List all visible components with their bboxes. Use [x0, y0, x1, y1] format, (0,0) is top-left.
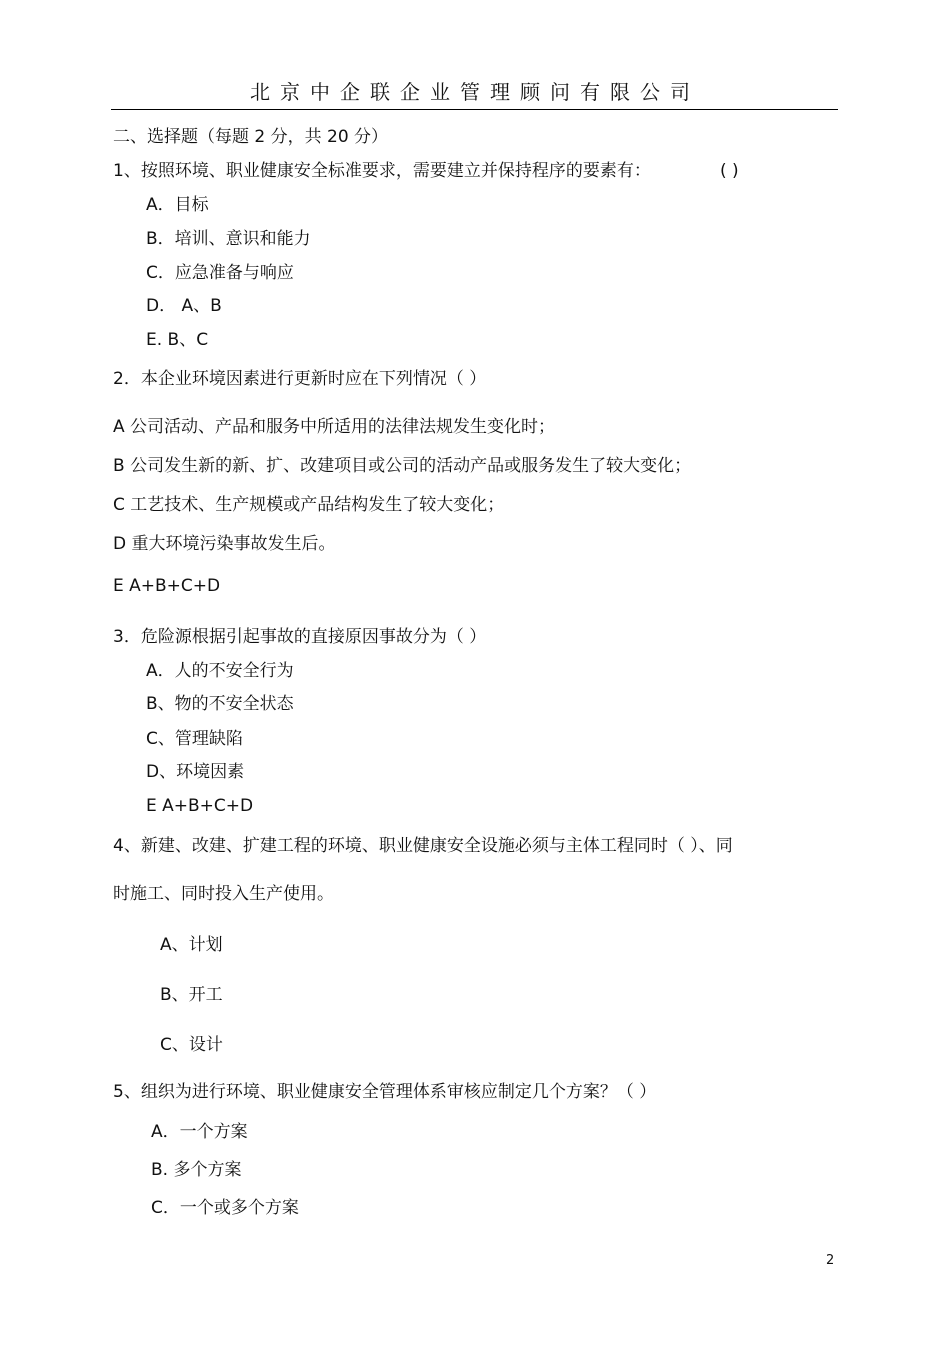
question-1-option-b: B．培训、意识和能力	[146, 229, 311, 249]
question-3-option-a: A．人的不安全行为	[146, 661, 294, 681]
page-number: 2	[826, 1253, 835, 1268]
question-4-stem-line1: 4、新建、改建、扩建工程的环境、职业健康安全设施必须与主体工程同时（ ）、同	[113, 836, 733, 856]
question-2-option-e: E A+B+C+D	[113, 576, 221, 596]
question-3-option-c: C、管理缺陷	[146, 729, 243, 749]
question-2-option-c: C 工艺技术、生产规模或产品结构发生了较大变化；	[113, 495, 505, 515]
question-5-option-a: A．一个方案	[151, 1122, 248, 1142]
question-5-stem: 5、组织为进行环境、职业健康安全管理体系审核应制定几个方案？（ ）	[113, 1082, 657, 1102]
question-2-stem: 2．本企业环境因素进行更新时应在下列情况（ ）	[113, 369, 487, 389]
question-1-option-c: C．应急准备与响应	[146, 263, 294, 283]
question-2-option-d: D 重大环境污染事故发生后。	[113, 534, 336, 554]
question-1-stem: 1、按照环境、职业健康安全标准要求，需要建立并保持程序的要素有：	[113, 161, 651, 181]
question-4-stem-line2: 时施工、同时投入生产使用。	[113, 884, 334, 904]
question-5-option-b: B. 多个方案	[151, 1160, 242, 1180]
question-4-option-a: A、计划	[160, 935, 223, 955]
page-header-company: 北京中企联企业管理顾问有限公司	[250, 80, 700, 104]
section-title: 二、选择题（每题 2 分，共 20 分）	[113, 127, 389, 147]
question-1-option-d: D． A、B	[146, 296, 222, 316]
header-rule	[111, 109, 838, 110]
question-1-answer-paren: ( )	[720, 161, 739, 181]
question-3-option-d: D、环境因素	[146, 762, 245, 782]
question-4-option-c: C、设计	[160, 1035, 223, 1055]
question-2-option-a: A 公司活动、产品和服务中所适用的法律法规发生变化时；	[113, 417, 556, 437]
question-1-option-e: E. B、C	[146, 330, 209, 350]
question-3-option-e: E A+B+C+D	[146, 796, 254, 816]
question-4-option-b: B、开工	[160, 985, 223, 1005]
question-3-option-b: B、物的不安全状态	[146, 694, 294, 714]
question-5-option-c: C．一个或多个方案	[151, 1198, 299, 1218]
question-1-option-a: A．目标	[146, 195, 209, 215]
question-2-option-b: B 公司发生新的新、扩、改建项目或公司的活动产品或服务发生了较大变化；	[113, 456, 692, 476]
question-3-stem: 3．危险源根据引起事故的直接原因事故分为（ ）	[113, 627, 487, 647]
